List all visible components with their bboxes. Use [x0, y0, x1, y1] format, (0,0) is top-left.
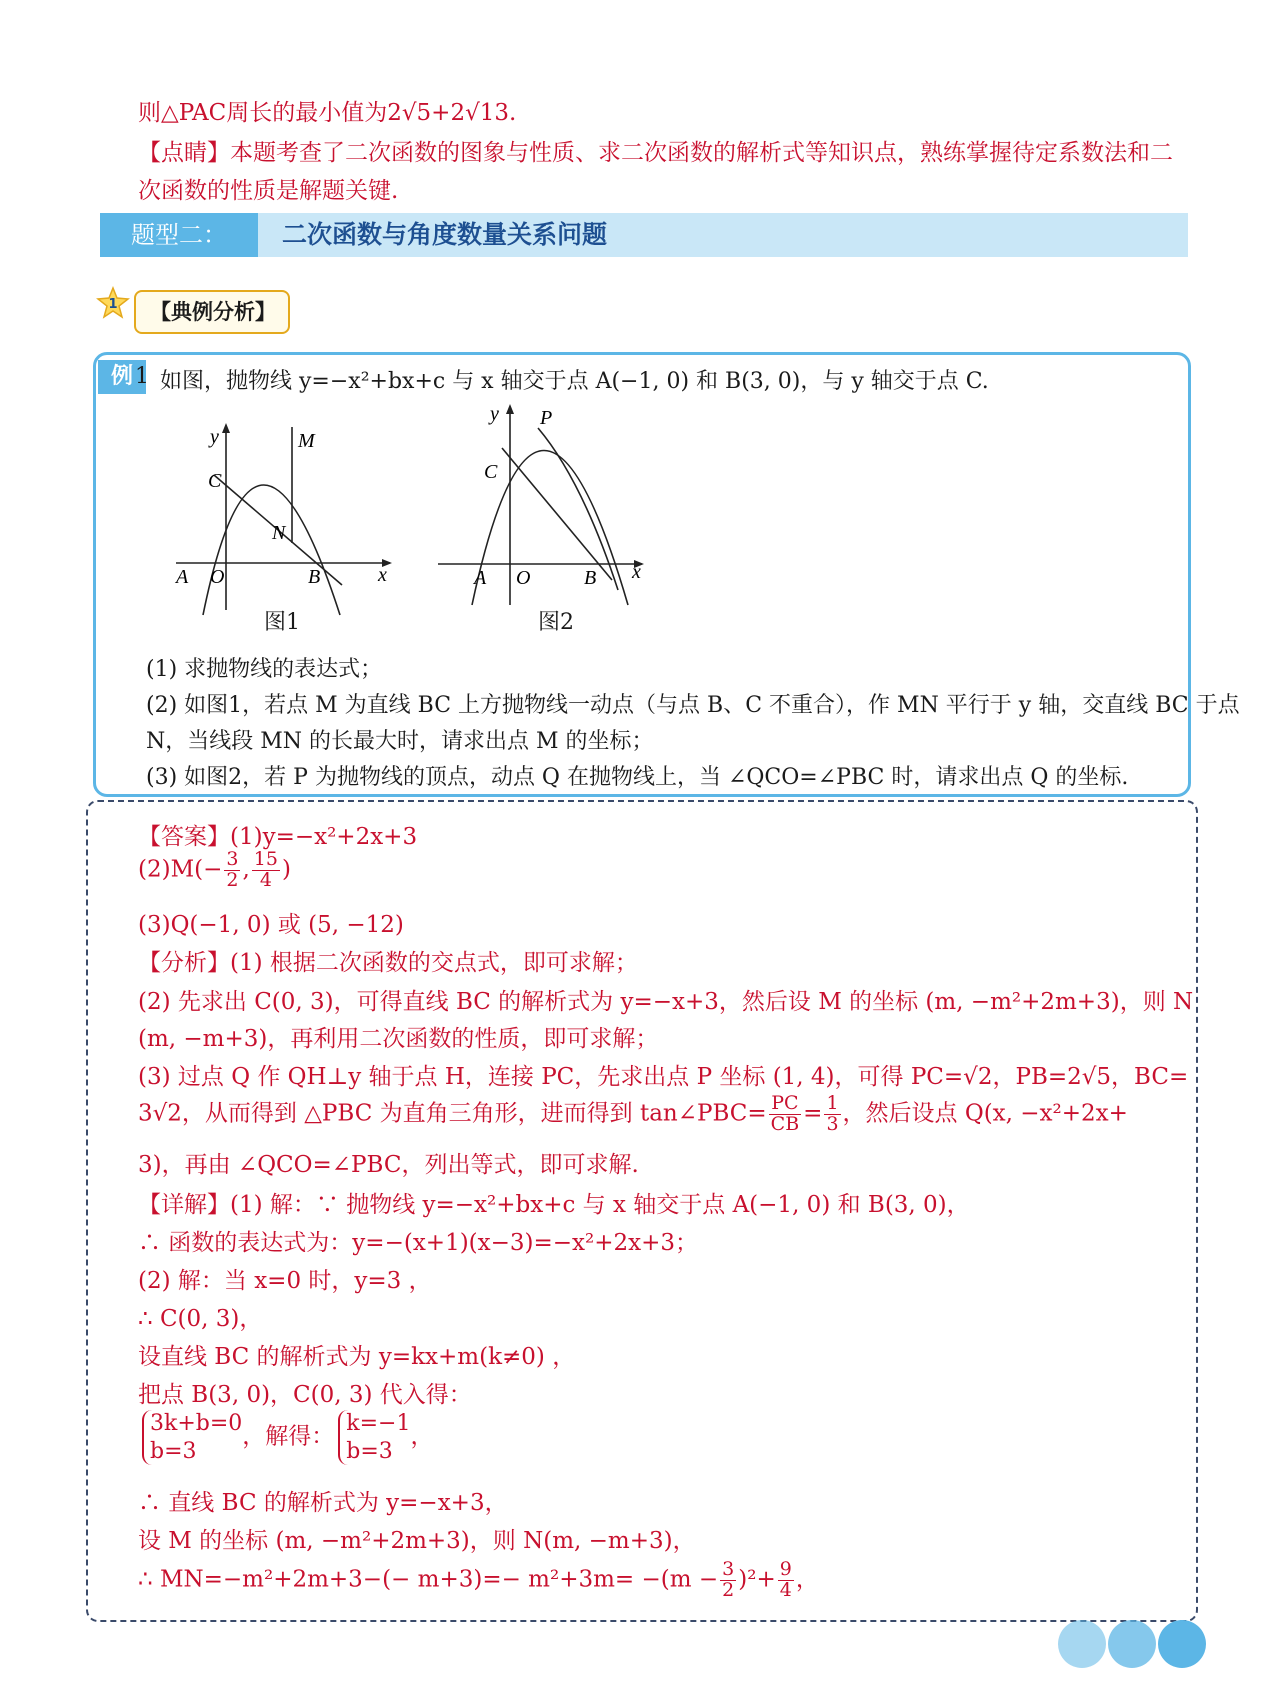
- label-c: C: [208, 470, 222, 492]
- label-c: C: [484, 461, 498, 483]
- dianjing-line-2: 次函数的性质是解题关键.: [138, 178, 399, 204]
- fraction-3-2: $\frac{3}{2}$: [226, 848, 239, 891]
- detail-7: ∴ 直线 BC 的解析式为 y=−x+3，: [138, 1490, 508, 1516]
- analysis-3-line-1: (3) 过点 Q 作 QH⊥y 轴于点 H，连接 PC，先求出点 P 坐标 (1, 4)，可得 PC=√2，PB=2√5，BC=: [138, 1064, 1189, 1090]
- example-number: 1: [135, 364, 149, 389]
- answer-2-suffix: ): [281, 856, 291, 883]
- parabola: [203, 485, 340, 615]
- figure-2: [432, 400, 672, 610]
- page-decoration-circle-3: [1158, 1620, 1206, 1668]
- detail-2: ∴ 函数的表达式为：y=−(x+1)(x−3)=−x²+2x+3；: [138, 1230, 699, 1256]
- conclusion-line: 则△PAC周长的最小值为2√5+2√13.: [138, 100, 517, 126]
- question-1: (1) 求抛物线的表达式；: [146, 657, 383, 682]
- equation-system-1: 3k+b=0 b=3: [142, 1410, 242, 1465]
- label-x: x: [378, 564, 387, 586]
- equation-system-line: [138, 1410, 433, 1465]
- detail-3: (2) 解：当 x=0 时，y=3 ，: [138, 1268, 432, 1294]
- dianjing-line-1: 【点睛】本题考查了二次函数的图象与性质、求二次函数的解析式等知识点，熟练掌握待定系数法和二: [138, 140, 1173, 166]
- label-x: x: [632, 561, 641, 583]
- solve-label: ，解得：: [242, 1423, 335, 1450]
- fraction-1-3: $\frac{1}{3}$: [826, 1092, 839, 1135]
- label-y: y: [490, 403, 499, 425]
- answer-2-prefix: (2)M(−: [138, 856, 223, 883]
- analysis-3-line-2-suffix: ，然后设点 Q(x, −x²+2x+: [842, 1100, 1128, 1127]
- answer-3: (3)Q(−1, 0) 或 (5, −12): [138, 912, 404, 938]
- question-2-line-1: (2) 如图1，若点 M 为直线 BC 上方抛物线一动点（与点 B、C 不重合），作 MN 平行于 y 轴，交直线 BC 于点: [146, 693, 1240, 718]
- figure-2-caption: 图2: [538, 610, 574, 635]
- answer-1: 【答案】(1)y=−x²+2x+3: [138, 824, 418, 850]
- label-b: B: [308, 566, 321, 588]
- example-tag: 例: [98, 360, 146, 394]
- line-pb: [538, 428, 618, 590]
- detail-9: [138, 1560, 819, 1601]
- label-y: y: [210, 426, 219, 448]
- analysis-3-line-2: [138, 1094, 1128, 1135]
- label-o: O: [210, 566, 225, 588]
- page-decoration-circle-2: [1108, 1620, 1156, 1668]
- label-a: A: [176, 566, 189, 588]
- label-b: B: [584, 567, 597, 589]
- section-header-bar: [100, 213, 1188, 257]
- fraction-15-4: $\frac{15}{4}$: [253, 848, 278, 891]
- fraction-9-4: $\frac{9}{4}$: [779, 1558, 792, 1601]
- detail-1: 【详解】(1) 解：∵ 抛物线 y=−x²+bx+c 与 x 轴交于点 A(−1, 0) 和 B(3, 0)，: [138, 1192, 970, 1218]
- line-cb: [502, 448, 612, 580]
- section-label: 题型二：: [100, 213, 258, 257]
- star-icon: [96, 286, 130, 320]
- analysis-3-line-2-prefix: 3√2，从而得到 △PBC 为直角三角形，进而得到 tan∠PBC=: [138, 1100, 767, 1127]
- detail-4: ∴ C(0, 3)，: [138, 1306, 263, 1332]
- label-p: P: [540, 407, 553, 429]
- system-end: ，: [410, 1423, 434, 1450]
- question-2-line-2: N，当线段 MN 的长最大时，请求出点 M 的坐标；: [146, 729, 654, 754]
- example-stem: 如图，抛物线 y=−x²+bx+c 与 x 轴交于点 A(−1, 0) 和 B(3, 0)，与 y 轴交于点 C.: [160, 369, 989, 394]
- answer-2: [138, 850, 291, 891]
- section-title: 二次函数与角度数量关系问题: [282, 220, 608, 249]
- detail-6: 把点 B(3, 0)，C(0, 3) 代入得：: [138, 1382, 472, 1408]
- detail-9-mid: )²+: [738, 1566, 776, 1593]
- fraction-pc-cb: $\frac{PC}{CB}$: [770, 1092, 800, 1135]
- detail-8: 设 M 的坐标 (m, −m²+2m+3)，则 N(m, −m+3)，: [138, 1528, 696, 1554]
- figure-1: [170, 415, 410, 625]
- equals-sign: =: [803, 1100, 823, 1127]
- answer-2-sep: ,: [242, 856, 250, 883]
- fraction-3-2-b: $\frac{3}{2}$: [722, 1558, 735, 1601]
- analysis-3-line-3: 3)，再由 ∠QCO=∠PBC，列出等式，即可求解.: [138, 1152, 639, 1178]
- analysis-1: 【分析】(1) 根据二次函数的交点式，即可求解；: [138, 950, 638, 976]
- analysis-2-line-1: (2) 先求出 C(0, 3)，可得直线 BC 的解析式为 y=−x+3，然后设 M 的坐标 (m, −m²+2m+3)，则 N: [138, 989, 1194, 1015]
- label-a: A: [474, 567, 487, 589]
- y-axis-arrow: [222, 423, 230, 433]
- badge-label: 【典例分析】: [150, 300, 276, 324]
- label-n: N: [272, 522, 286, 544]
- equation-system-2: k=−1 b=3: [338, 1410, 410, 1465]
- detail-5: 设直线 BC 的解析式为 y=kx+m(k≠0) ，: [138, 1344, 576, 1370]
- question-3: (3) 如图2，若 P 为抛物线的顶点，动点 Q 在抛物线上，当 ∠QCO=∠PBC 时，请求出点 Q 的坐标.: [146, 765, 1129, 790]
- figure-1-caption: 图1: [264, 610, 300, 635]
- example-analysis-badge: [134, 290, 290, 334]
- label-o: O: [516, 567, 531, 589]
- badge-number: 1: [108, 297, 118, 312]
- page-decoration-circle-1: [1058, 1620, 1106, 1668]
- detail-9-prefix: ∴ MN=−m²+2m+3−(− m+3)=− m²+3m= −(m −: [138, 1566, 719, 1593]
- analysis-2-line-2: (m, −m+3)，再利用二次函数的性质，即可求解；: [138, 1026, 659, 1052]
- detail-9-suffix: ，: [795, 1566, 819, 1593]
- label-m: M: [298, 430, 315, 452]
- y-axis-arrow: [506, 404, 514, 414]
